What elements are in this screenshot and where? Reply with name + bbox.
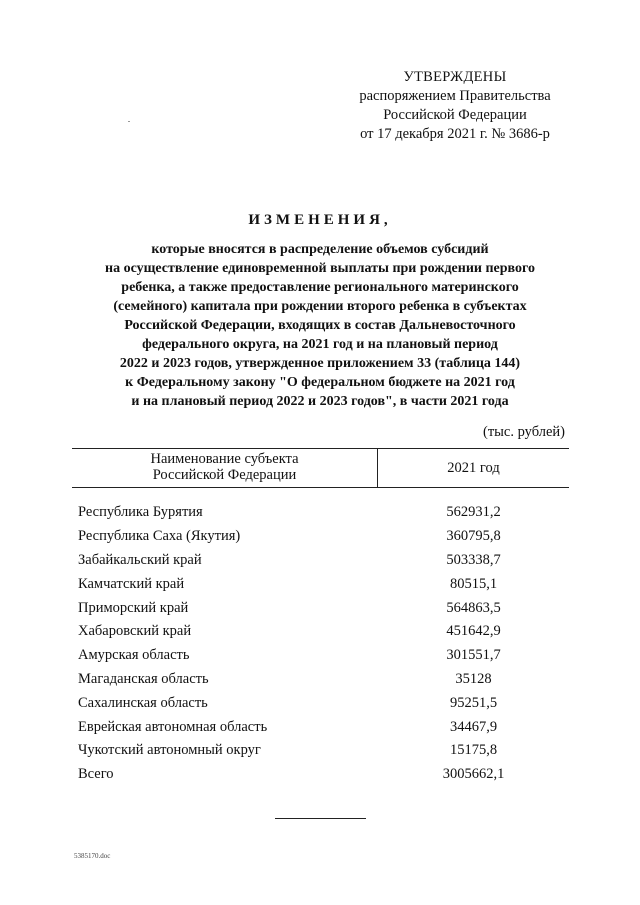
region-name: Чукотский автономный округ [78,742,261,759]
subsidy-table [72,448,569,787]
table-row [72,501,569,525]
subheading-line: 2022 и 2023 годов, утвержденное приложением 33 (таблица 144) [119,356,521,371]
approval-title: УТВЕРЖДЕНЫ [403,69,507,85]
table-row-total [72,763,569,787]
units-label: (тыс. рублей) [483,424,565,440]
header-name-line-1: Наименование субъекта [150,451,299,467]
table-row [72,549,569,573]
region-value: 451642,9 [446,623,501,640]
table-row [72,620,569,644]
scan-speck [128,121,130,122]
header-year: 2021 год [447,460,500,476]
document-subheading [60,240,580,411]
region-name: Республика Бурятия [78,504,203,521]
table-row [72,572,569,596]
table-row [72,691,569,715]
table-row [72,739,569,763]
table-row [72,596,569,620]
region-value: 301551,7 [446,647,501,664]
table-body [72,501,569,787]
approval-line-3: от 17 декабря 2021 г. № 3686-р [360,126,550,142]
region-value: 35128 [455,670,492,687]
region-value: 503338,7 [446,551,501,568]
table-row [72,525,569,549]
region-name: Хабаровский край [78,623,192,640]
region-value: 34467,9 [449,718,498,735]
subheading-line: и на плановый период 2022 и 2023 годов", в части 2021 года [131,394,509,409]
approval-line-1: распоряжением Правительства [359,88,551,104]
total-label: Всего [78,766,114,783]
table-row [72,715,569,739]
header-name-line-2: Российской Федерации [152,467,297,483]
region-value: 360795,8 [446,528,501,545]
closing-rule [275,818,366,819]
approval-line-2: Российской Федерации [383,107,527,123]
file-reference: 5385170.doc [74,852,111,860]
region-value: 15175,8 [449,742,498,759]
table-header [72,448,569,488]
region-name: Приморский край [78,599,189,616]
table-row [72,668,569,692]
subheading-line: (семейного) капитала при рождении второго ребенка в субъектах [113,299,527,314]
region-name: Еврейская автономная область [78,718,268,735]
region-name: Магаданская область [78,670,209,687]
subheading-line: на осуществление единовременной выплаты при рождении первого [105,261,535,276]
document-heading: ИЗМЕНЕНИЯ, [248,212,392,228]
subheading-line: Российской Федерации, входящих в состав Дальневосточного [124,318,516,333]
subheading-line: ребенка, а также предоставление регионального материнского [121,280,519,295]
region-name: Республика Саха (Якутия) [78,528,241,545]
total-value: 3005662,1 [442,766,505,783]
region-name: Сахалинская область [78,694,208,711]
region-value: 80515,1 [449,575,498,592]
subheading-line: к Федеральному закону "О федеральном бюджете на 2021 год [125,375,515,390]
region-value: 95251,5 [449,694,498,711]
region-value: 562931,2 [446,504,501,521]
region-value: 564863,5 [446,599,501,616]
subheading-line: которые вносятся в распределение объемов субсидий [151,242,489,257]
region-name: Забайкальский край [78,551,202,568]
subheading-line: федерального округа, на 2021 год и на плановый период [142,337,498,352]
approval-block [330,68,580,144]
region-name: Амурская область [78,647,190,664]
table-row [72,644,569,668]
region-name: Камчатский край [78,575,185,592]
header-region-name [72,449,378,487]
